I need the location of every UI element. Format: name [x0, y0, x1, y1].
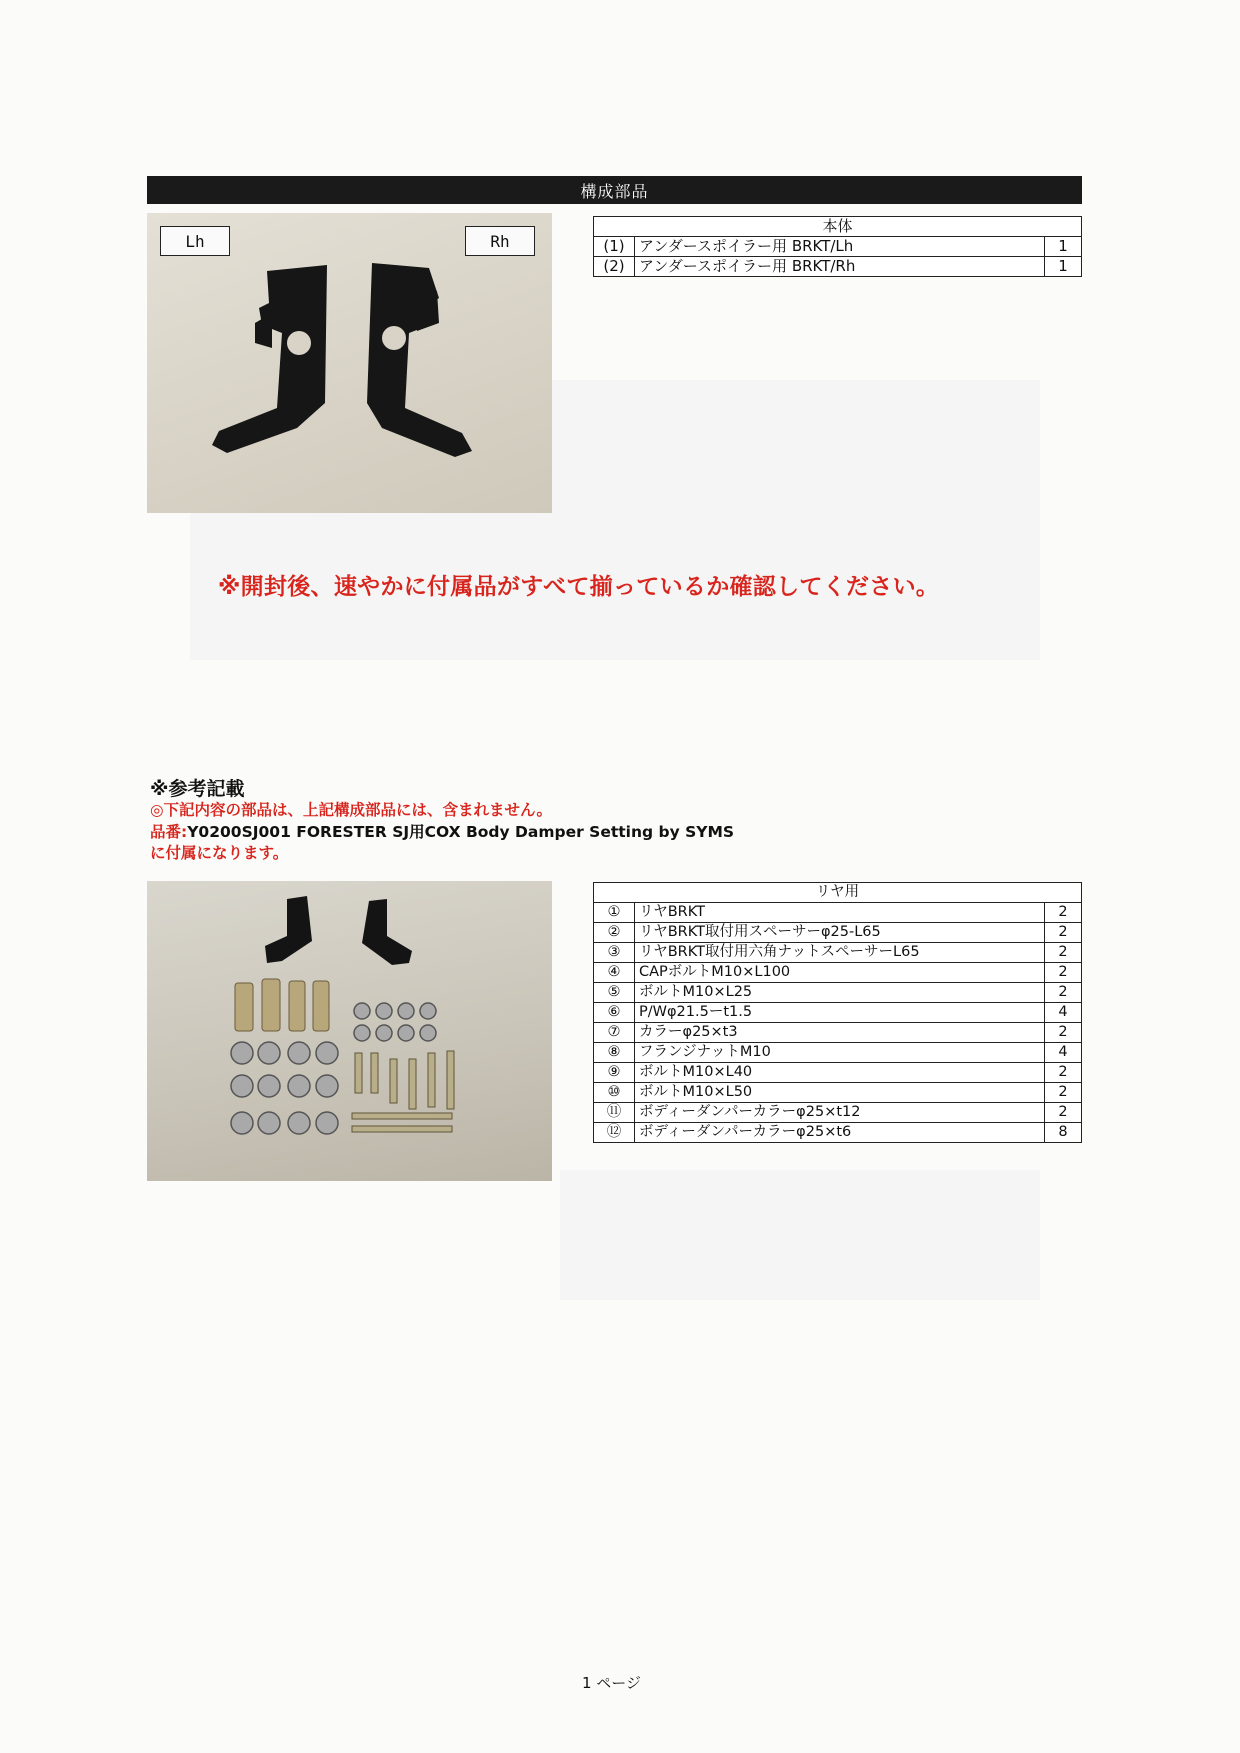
item-name: アンダースポイラー用 BRKT/Rh [635, 257, 1045, 277]
item-qty: 2 [1045, 983, 1082, 1003]
brackets-photo [147, 213, 552, 513]
item-no: ⑪ [594, 1103, 635, 1123]
item-no: ① [594, 903, 635, 923]
item-no: ⑫ [594, 1123, 635, 1143]
item-qty: 2 [1045, 903, 1082, 923]
reference-part-number [150, 820, 734, 842]
bracket-rh-shape [367, 263, 472, 457]
table-row [594, 943, 1082, 963]
item-name: ボルトM10×L40 [635, 1063, 1045, 1083]
confirmation-notice: ※開封後、速やかに付属品がすべて揃っているか確認してください。 [218, 574, 940, 600]
reference-title: ※参考記載 [150, 778, 245, 800]
rear-bracket-shape [265, 896, 312, 963]
item-no: ⑦ [594, 1023, 635, 1043]
table-row [594, 257, 1082, 277]
bracket-lh-shape [212, 265, 327, 453]
rear-bracket-shape [362, 899, 412, 965]
table-row [594, 237, 1082, 257]
rear-hardware-photo [147, 881, 552, 1181]
item-name: CAPボルトM10×L100 [635, 963, 1045, 983]
item-no: (1) [594, 237, 635, 257]
section-title: 構成部品 [580, 181, 649, 201]
item-qty: 4 [1045, 1003, 1082, 1023]
table-header: リヤ用 [594, 883, 1082, 903]
item-no: ⑩ [594, 1083, 635, 1103]
table-row [594, 923, 1082, 943]
item-name: ボルトM10×L50 [635, 1083, 1045, 1103]
item-qty: 4 [1045, 1043, 1082, 1063]
item-no: ③ [594, 943, 635, 963]
item-qty: 2 [1045, 963, 1082, 983]
table-header: 本体 [594, 217, 1082, 237]
item-no: ⑧ [594, 1043, 635, 1063]
section-title-bar [147, 176, 1082, 204]
item-name: リヤBRKT取付用スペーサーφ25-L65 [635, 923, 1045, 943]
item-no: ⑨ [594, 1063, 635, 1083]
item-name: カラーφ25×t3 [635, 1023, 1045, 1043]
rear-parts-table [593, 882, 1082, 1143]
item-name: アンダースポイラー用 BRKT/Lh [635, 237, 1045, 257]
table-row [594, 963, 1082, 983]
item-no: ⑤ [594, 983, 635, 1003]
lh-tag: Lh [160, 226, 230, 256]
item-qty: 2 [1045, 943, 1082, 963]
item-no: ② [594, 923, 635, 943]
item-no: ⑥ [594, 1003, 635, 1023]
table-row [594, 1123, 1082, 1143]
item-qty: 2 [1045, 1023, 1082, 1043]
item-qty: 2 [1045, 1103, 1082, 1123]
table-row [594, 1043, 1082, 1063]
item-name: ボディーダンパーカラーφ25×t12 [635, 1103, 1045, 1123]
reference-note-end: に付属になります。 [150, 844, 289, 862]
table-row [594, 1023, 1082, 1043]
item-qty: 2 [1045, 1063, 1082, 1083]
table-row [594, 1083, 1082, 1103]
item-name: フランジナットM10 [635, 1043, 1045, 1063]
reference-note: ◎下記内容の部品は、上記構成部品には、含まれません。 [150, 801, 552, 819]
scan-artifact [560, 1170, 1040, 1300]
hardware-illustration [147, 881, 552, 1181]
rh-tag: Rh [465, 226, 535, 256]
item-name: P/Wφ21.5ーt1.5 [635, 1003, 1045, 1023]
item-name: ボルトM10×L25 [635, 983, 1045, 1003]
brackets-illustration [147, 213, 552, 513]
item-name: リヤBRKT取付用六角ナットスペーサーL65 [635, 943, 1045, 963]
table-row [594, 983, 1082, 1003]
item-no: (2) [594, 257, 635, 277]
table-row [594, 1063, 1082, 1083]
part-number-value: Y0200SJ001 FORESTER SJ用COX Body Damper Setting by SYMS [187, 823, 735, 841]
item-name: ボディーダンパーカラーφ25×t6 [635, 1123, 1045, 1143]
item-qty: 2 [1045, 923, 1082, 943]
table-row [594, 903, 1082, 923]
body-parts-table [593, 216, 1082, 277]
table-row [594, 1003, 1082, 1023]
item-no: ④ [594, 963, 635, 983]
item-qty: 1 [1045, 257, 1082, 277]
item-qty: 1 [1045, 237, 1082, 257]
part-number-label: 品番: [150, 823, 188, 841]
page-number: 1 ページ [582, 1674, 642, 1692]
item-qty: 2 [1045, 1083, 1082, 1103]
item-qty: 8 [1045, 1123, 1082, 1143]
table-row [594, 1103, 1082, 1123]
item-name: リヤBRKT [635, 903, 1045, 923]
